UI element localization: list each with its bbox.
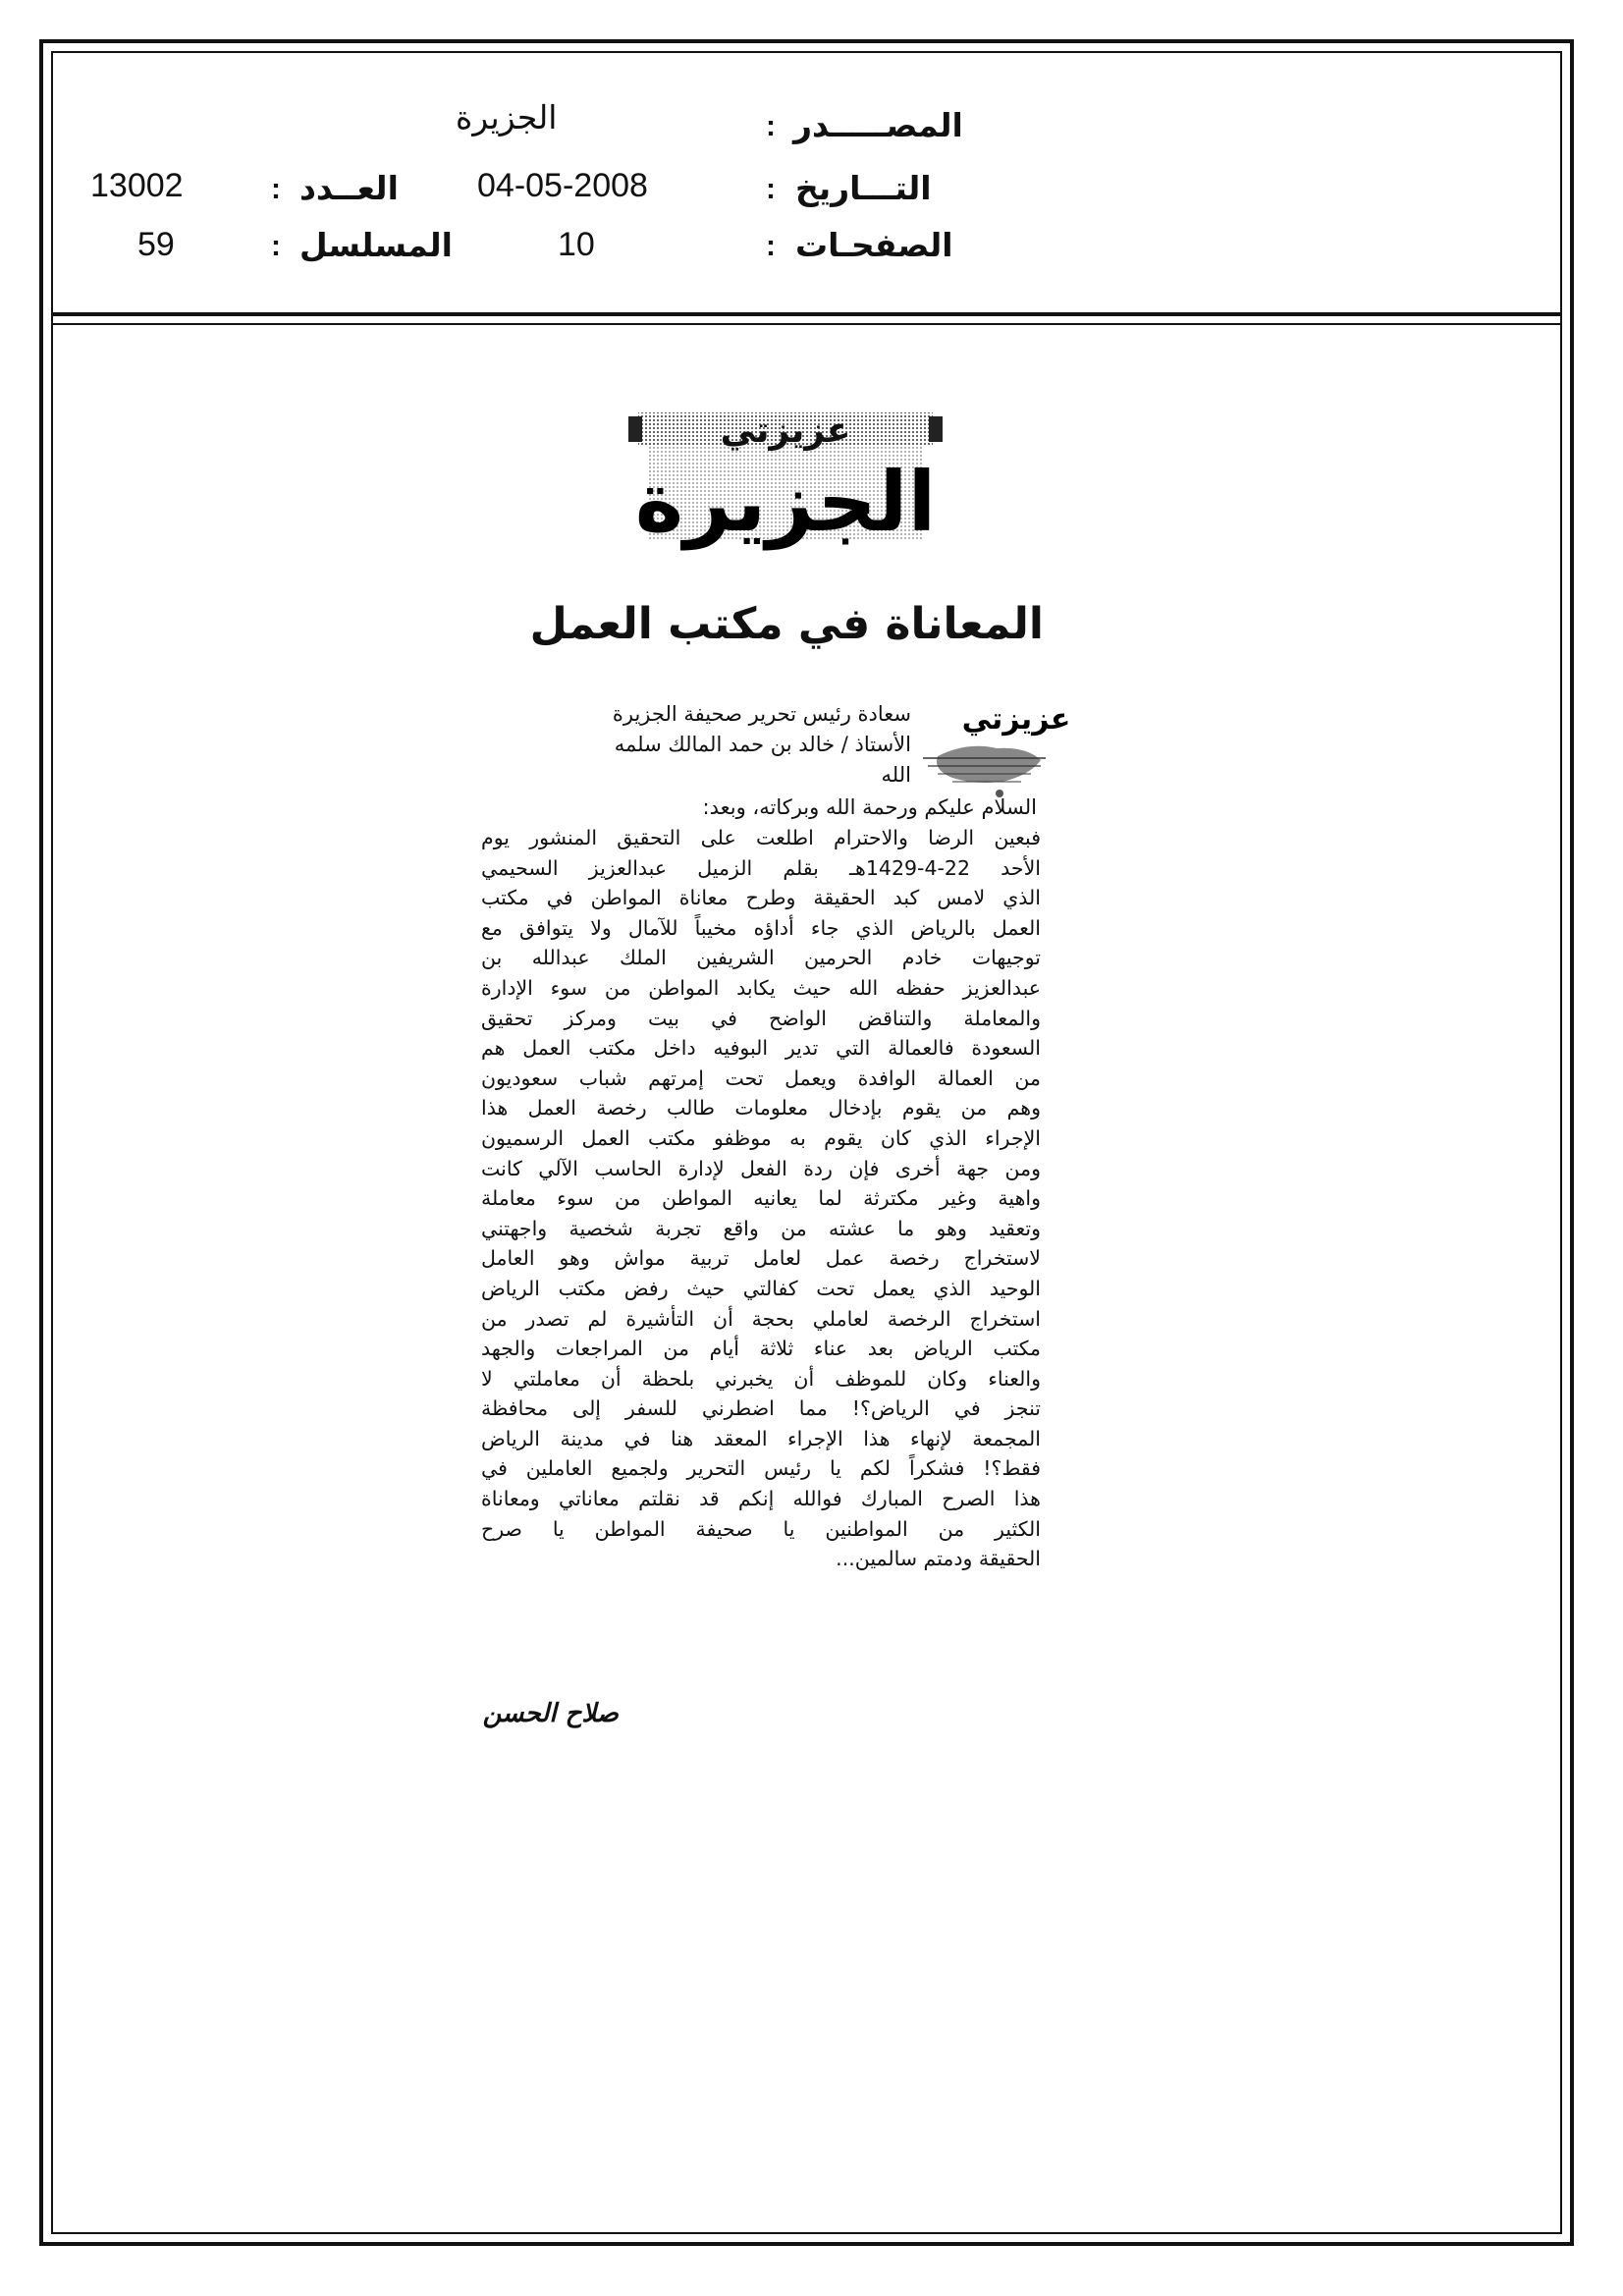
body-line: والعناء وكان للموظف أن يخبرني بلحظة أن معاملتي لا: [481, 1366, 1041, 1391]
header-divider-thin: [51, 323, 1562, 325]
masthead-line-1: عزيزتي: [720, 410, 851, 451]
body-line: وتعقيد وهو ما عشته من واقع تجربة شخصية واجهتني: [481, 1216, 1041, 1240]
pages-value: 10: [558, 226, 595, 263]
issue-label: العــدد: [299, 169, 399, 207]
source-value: الجزيرة: [456, 99, 558, 136]
body-line: المجمعة لإنهاء هذا الإجراء المعقد هنا في مدينة الرياض: [481, 1426, 1041, 1450]
body-line: توجيهات خادم الحرمين الشريفين الملك عبدالله بن: [481, 946, 1041, 970]
map-icon: [923, 746, 1046, 797]
greeting-line: السلام عليكم ورحمة الله وبركاته، وبعد:: [702, 795, 1037, 819]
body-line: الذي لامس كبد الحقيقة وطرح معاناة المواطن في مكتب: [481, 886, 1041, 910]
date-label: التـــاريخ: [795, 169, 932, 207]
small-logo-text: عزيزتي: [961, 702, 1071, 737]
source-label: المصـــــدر: [793, 106, 963, 144]
masthead-line-2: الجزيرة: [634, 454, 937, 550]
article-headline: المعاناة في مكتب العمل: [529, 599, 1044, 649]
masthead-logo: [628, 403, 943, 550]
serial-colon: :: [271, 230, 281, 262]
body-line: وهم من يقوم بإدخال معلومات طالب رخصة العمل هذا: [481, 1096, 1041, 1121]
body-line: العمل بالرياض الذي جاء أداؤه مخيباً للآمال ولا يتوافق مع: [481, 915, 1041, 940]
address-line-1: سعادة رئيس تحرير صحيفة الجزيرة: [612, 702, 911, 726]
body-line: الأحد 22-4-1429هـ بقلم الزميل عبدالعزيز السحيمي: [481, 855, 1041, 880]
serial-label: المسلسل: [299, 226, 453, 264]
author-signature: صلاح الحسن: [482, 1699, 619, 1728]
pages-colon: :: [766, 230, 776, 262]
body-line: السعودة فالعمالة التي تدير البوفيه داخل مكتب العمل هم: [481, 1036, 1041, 1061]
body-line: من العمالة الوافدة ويعمل تحت إمرتهم شباب سعوديون: [481, 1066, 1041, 1090]
address-line-2: الأستاذ / خالد بن حمد المالك سلمه: [614, 733, 911, 756]
body-line: عبدالعزيز حفظه الله حيث يكابد المواطن من سوء الإدارة: [481, 975, 1041, 1000]
body-line: هذا الصرح المبارك فوالله إنكم قد نقلتم معاناتي ومعاناة: [481, 1487, 1041, 1511]
source-colon: :: [766, 110, 776, 142]
pages-label: الصفحـات: [795, 226, 953, 264]
body-line: الحقيقة ودمتم سالمين...: [836, 1547, 1041, 1571]
body-line: الإجراء الذي كان يقوم به موظفو مكتب العمل الرسميون: [481, 1125, 1041, 1150]
body-line: لاستخراج رخصة عمل لعامل تربية مواش وهو العامل: [481, 1246, 1041, 1271]
body-line: الكثير من المواطنين يا صحيفة المواطن يا صرح: [481, 1516, 1041, 1541]
body-line: استخراج الرخصة لعاملي بحجة أن التأشيرة لم تصدر من: [481, 1306, 1041, 1331]
body-line: مكتب الرياض بعد عناء ثلاثة أيام من المراجعات والجهد: [481, 1337, 1041, 1361]
issue-value: 13002: [90, 167, 184, 204]
header-divider: [51, 312, 1562, 316]
body-line: الوحيد الذي يعمل تحت كفالتي حيث رفض مكتب الرياض: [481, 1276, 1041, 1300]
body-line: ومن جهة أخرى فإن ردة الفعل لإدارة الحاسب الآلي كانت: [481, 1156, 1041, 1180]
body-line: فقط؟! فشكراً لكم يا رئيس التحرير ولجميع العاملين في: [481, 1456, 1041, 1481]
issue-colon: :: [271, 173, 281, 205]
body-line: واهية وغير مكترثة لما يعانيه المواطن من سوء معاملة: [481, 1186, 1041, 1211]
body-line: تنجز في الرياض؟! مما اضطرني للسفر إلى محافظة: [481, 1396, 1041, 1421]
article-body: [481, 823, 1041, 1574]
date-colon: :: [766, 173, 776, 205]
body-line: فبعين الرضا والاحترام اطلعت على التحقيق المنشور يوم: [481, 826, 1041, 849]
serial-value: 59: [137, 226, 175, 263]
address-line-3: الله: [881, 763, 911, 787]
date-value: 04-05-2008: [477, 167, 648, 204]
body-line: والمعاملة والتناقض الواضح في بيت ومركز تحقيق: [481, 1006, 1041, 1030]
